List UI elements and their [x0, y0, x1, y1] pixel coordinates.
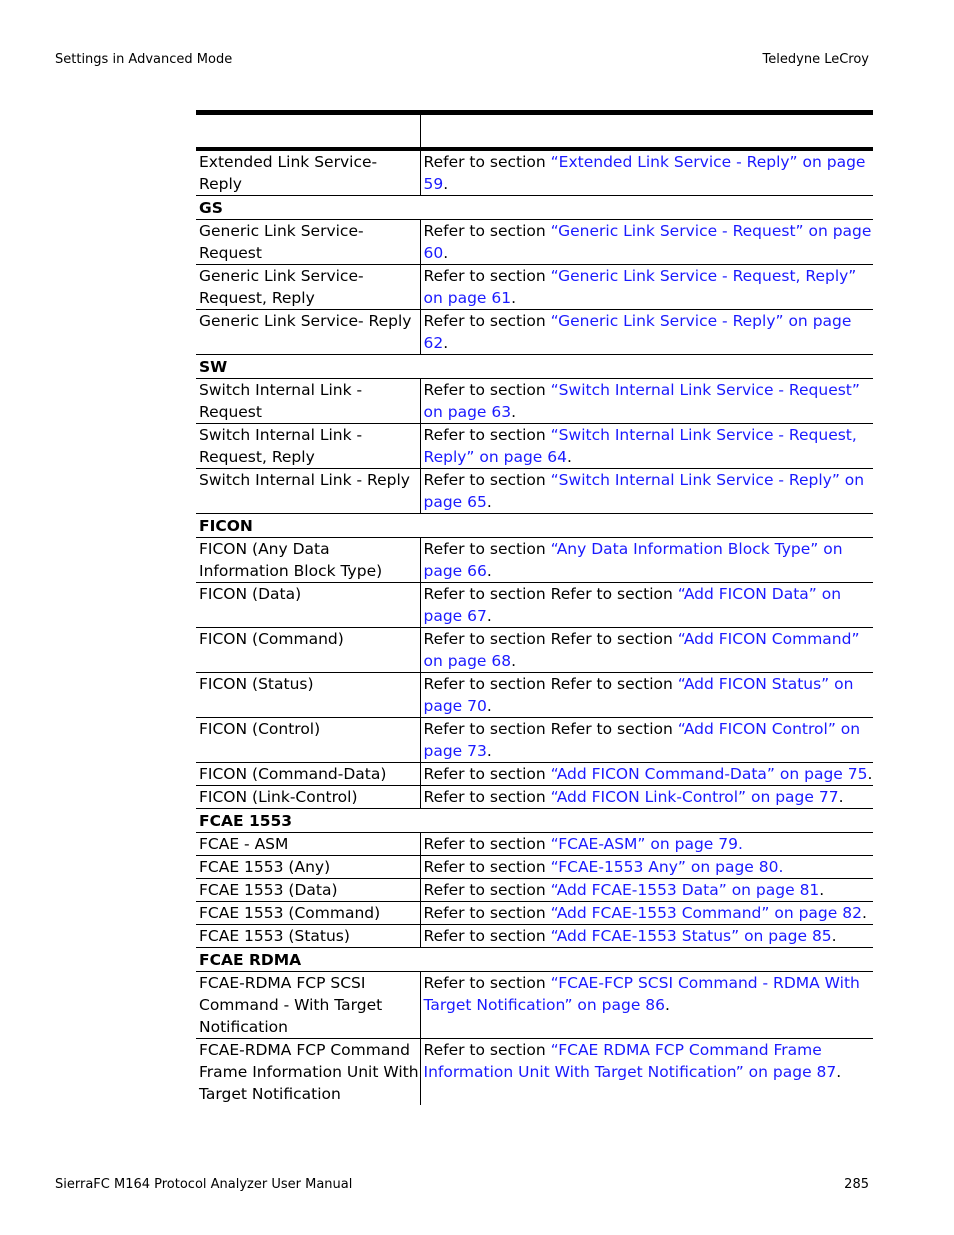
event-type-cell: Generic Link Service- Request, Reply [196, 265, 420, 310]
description-text: Refer to section Refer to section [423, 630, 678, 648]
description-text: Refer to section [423, 426, 551, 444]
description-cell [420, 265, 873, 310]
description-suffix: . [486, 493, 492, 511]
event-type-cell: FICON (Command-Data) [196, 763, 420, 786]
event-type-cell: FICON (Any Data Information Block Type) [196, 538, 420, 583]
description-text: Refer to section Refer to section [423, 585, 678, 603]
description-cell [420, 538, 873, 583]
description-cell [420, 786, 873, 809]
description-suffix: . [486, 697, 492, 715]
description-suffix: . [486, 607, 492, 625]
table-row [196, 833, 873, 856]
description-text: Refer to section [423, 881, 551, 899]
event-type-cell: FICON (Data) [196, 583, 420, 628]
description-suffix: . [819, 881, 825, 899]
table-row [196, 673, 873, 718]
table-row [196, 628, 873, 673]
description-text: Refer to section Refer to section [423, 675, 678, 693]
description-suffix: . [838, 788, 844, 806]
cross-reference-link[interactable]: “FCAE-ASM” on page 79. [550, 835, 743, 853]
description-cell [420, 972, 873, 1039]
description-cell [420, 902, 873, 925]
cross-reference-link[interactable]: “Add FCAE-1553 Command” on page 82 [550, 904, 862, 922]
description-cell [420, 879, 873, 902]
description-suffix: . [486, 742, 492, 760]
table-row [196, 763, 873, 786]
description-cell [420, 925, 873, 948]
section-label: FCAE RDMA [196, 948, 873, 972]
description-cell [420, 379, 873, 424]
description-text: Refer to section [423, 222, 551, 240]
table-row [196, 925, 873, 948]
description-text: Refer to section [423, 974, 551, 992]
cross-reference-link[interactable]: “Add FICON Data” on page 67 [423, 585, 842, 625]
cross-reference-link[interactable]: “Add FCAE-1553 Status” on page 85 [550, 927, 832, 945]
description-cell [420, 469, 873, 514]
cross-reference-link[interactable]: “Any Data Information Block Type” on page 66 [423, 540, 843, 580]
description-text: Refer to section [423, 765, 551, 783]
description-text: Refer to section [423, 312, 551, 330]
description-cell [420, 1039, 873, 1106]
section-label: SW [196, 355, 873, 379]
reference-table [196, 110, 873, 1105]
description-suffix: . [566, 448, 572, 466]
cross-reference-link[interactable]: “Generic Link Service - Request” on page 60 [423, 222, 872, 262]
description-text: Refer to section [423, 788, 551, 806]
event-type-cell: Switch Internal Link - Reply [196, 469, 420, 514]
description-suffix: . [511, 403, 517, 421]
event-type-cell: Switch Internal Link - Request, Reply [196, 424, 420, 469]
description-cell [420, 673, 873, 718]
table-header-cell-description [420, 113, 873, 150]
description-cell [420, 310, 873, 355]
description-suffix: . [861, 904, 867, 922]
table-body [196, 149, 873, 1105]
running-header-right: Teledyne LeCroy [762, 52, 869, 67]
description-suffix: . [831, 927, 837, 945]
event-type-cell: FICON (Link-Control) [196, 786, 420, 809]
table-row [196, 424, 873, 469]
table-row [196, 379, 873, 424]
table-row [196, 856, 873, 879]
cross-reference-link[interactable]: “Extended Link Service - Reply” on page 59 [423, 153, 866, 193]
section-row [196, 355, 873, 379]
description-suffix: . [486, 562, 492, 580]
event-type-cell: Extended Link Service- Reply [196, 149, 420, 196]
section-row [196, 196, 873, 220]
description-suffix: . [443, 334, 449, 352]
table-row [196, 972, 873, 1039]
description-cell [420, 220, 873, 265]
event-type-cell: Switch Internal Link - Request [196, 379, 420, 424]
table-row [196, 469, 873, 514]
table-row [196, 149, 873, 196]
event-type-cell: FCAE - ASM [196, 833, 420, 856]
description-text: Refer to section [423, 1041, 551, 1059]
table-row [196, 583, 873, 628]
page-number: 285 [844, 1177, 869, 1192]
section-label: FICON [196, 514, 873, 538]
table-row [196, 1039, 873, 1106]
cross-reference-link[interactable]: “Switch Internal Link Service - Reply” on page 65 [423, 471, 865, 511]
description-suffix: . [511, 652, 517, 670]
table-row [196, 786, 873, 809]
table-row [196, 538, 873, 583]
cross-reference-link[interactable]: “Add FICON Link-Control” on page 77 [550, 788, 839, 806]
event-type-cell: FCAE 1553 (Data) [196, 879, 420, 902]
section-row [196, 809, 873, 833]
description-suffix: . [867, 765, 873, 783]
event-type-cell: FICON (Control) [196, 718, 420, 763]
description-suffix: . [443, 175, 449, 193]
description-text: Refer to section [423, 927, 551, 945]
event-type-cell: Generic Link Service- Reply [196, 310, 420, 355]
description-cell [420, 149, 873, 196]
running-header-left: Settings in Advanced Mode [55, 52, 233, 67]
table-row [196, 310, 873, 355]
description-text: Refer to section [423, 835, 551, 853]
event-type-cell: FCAE 1553 (Status) [196, 925, 420, 948]
table-row [196, 879, 873, 902]
description-text: Refer to section [423, 904, 551, 922]
cross-reference-link[interactable]: “Generic Link Service - Request, Reply” on page 61 [423, 267, 857, 307]
cross-reference-link[interactable]: “Switch Internal Link Service - Request” on page 63 [423, 381, 860, 421]
description-text: Refer to section [423, 267, 551, 285]
cross-reference-link[interactable]: “Switch Internal Link Service - Request, Reply” on page 64 [423, 426, 857, 466]
event-type-cell: FICON (Status) [196, 673, 420, 718]
description-cell [420, 833, 873, 856]
table-row [196, 220, 873, 265]
running-footer-title: SierraFC M164 Protocol Analyzer User Manual [55, 1177, 353, 1192]
description-text: Refer to section Refer to section [423, 720, 678, 738]
event-type-cell: FCAE 1553 (Command) [196, 902, 420, 925]
event-type-cell: FCAE 1553 (Any) [196, 856, 420, 879]
description-cell [420, 628, 873, 673]
cross-reference-link[interactable]: “Add FICON Status” on page 70 [423, 675, 854, 715]
cross-reference-link[interactable]: “Add FCAE-1553 Data” on page 81 [550, 881, 820, 899]
table-header-cell-type [196, 113, 420, 150]
description-cell [420, 763, 873, 786]
section-row [196, 948, 873, 972]
section-label: FCAE 1553 [196, 809, 873, 833]
cross-reference-link[interactable]: “Add FICON Command” on page 68 [423, 630, 860, 670]
event-type-cell: Generic Link Service- Request [196, 220, 420, 265]
description-suffix: . [443, 244, 449, 262]
table-row [196, 902, 873, 925]
event-type-cell: FCAE-RDMA FCP Command Frame Information Unit With Target Notification [199, 1041, 419, 1103]
cross-reference-link[interactable]: “FCAE-FCP SCSI Command - RDMA With Target Notification” on page 86 [423, 974, 860, 1014]
description-text: Refer to section [423, 471, 551, 489]
description-text: Refer to section [423, 381, 551, 399]
description-cell [420, 856, 873, 879]
section-label: GS [196, 196, 873, 220]
table-row [196, 718, 873, 763]
description-suffix: . [511, 289, 517, 307]
cross-reference-link[interactable]: “FCAE RDMA FCP Command Frame Information Unit With Target Notification” on page 87 [423, 1041, 837, 1081]
table-header-row [196, 113, 873, 150]
description-cell [420, 718, 873, 763]
description-cell [420, 424, 873, 469]
event-type-cell: FCAE-RDMA FCP SCSI Command - With Target Notification [196, 972, 420, 1039]
section-row [196, 514, 873, 538]
cross-reference-link[interactable]: “Add FICON Control” on page 73 [423, 720, 861, 760]
cross-reference-link[interactable]: “Generic Link Service - Reply” on page 62 [423, 312, 852, 352]
description-text: Refer to section [423, 153, 551, 171]
description-cell [420, 583, 873, 628]
description-suffix: . [665, 996, 670, 1014]
table-row [196, 265, 873, 310]
event-type-cell: FICON (Command) [196, 628, 420, 673]
description-text: Refer to section [423, 858, 551, 876]
cross-reference-link[interactable]: “FCAE-1553 Any” on page 80. [550, 858, 784, 876]
cross-reference-link[interactable]: “Add FICON Command-Data” on page 75 [550, 765, 868, 783]
description-text: Refer to section [423, 540, 551, 558]
description-suffix: . [836, 1063, 842, 1081]
